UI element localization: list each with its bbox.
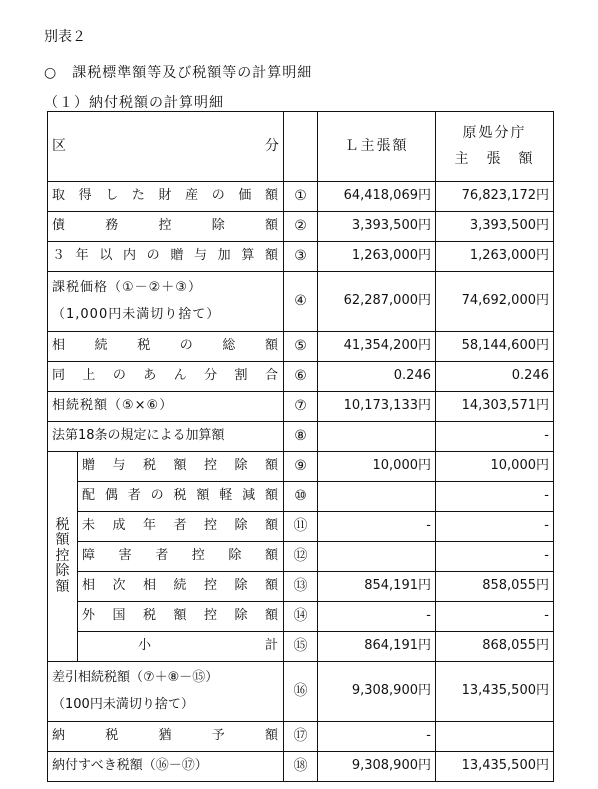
table-row xyxy=(48,542,554,572)
row-label: 同上のあん分割合 xyxy=(48,362,284,392)
header-category: 区 分 xyxy=(48,112,284,182)
row-label: 障害者控除額 xyxy=(78,542,284,572)
row-authority-value: 10,000円 xyxy=(436,452,554,482)
row-authority-value: 76,823,172円 xyxy=(436,182,554,212)
row-number: ⑱ xyxy=(284,752,318,782)
row-claimant-value: 10,173,133円 xyxy=(318,392,436,422)
row-label: 小 計 xyxy=(78,632,284,662)
row-number: ③ xyxy=(284,242,318,272)
row-claimant-value xyxy=(318,482,436,512)
row-label: 外国税額控除額 xyxy=(78,602,284,632)
row-label: 相次相続控除額 xyxy=(78,572,284,602)
row-label: 債務控除額 xyxy=(48,212,284,242)
row-number: ⑭ xyxy=(284,602,318,632)
row-claimant-value: 854,191円 xyxy=(318,572,436,602)
row-number: ⑧ xyxy=(284,422,318,452)
row-claimant-value: 62,287,000円 xyxy=(318,272,436,332)
row-authority-value: 3,393,500円 xyxy=(436,212,554,242)
table-row xyxy=(48,272,554,332)
row-label: 納税猶予額 xyxy=(48,722,284,752)
row-label: 贈与税額控除額 xyxy=(78,452,284,482)
row-claimant-value: 10,000円 xyxy=(318,452,436,482)
row-number: ⑫ xyxy=(284,542,318,572)
row-label-line2: （1,000円未満切り捨て） xyxy=(52,306,221,322)
row-authority-value: 0.246 xyxy=(436,362,554,392)
row-label-line2: （100円未満切り捨て） xyxy=(52,696,194,712)
row-number: ⑦ xyxy=(284,392,318,422)
row-authority-value: 58,144,600円 xyxy=(436,332,554,362)
row-label: 法第18条の規定による加算額 xyxy=(48,422,284,452)
row-claimant-value: 0.246 xyxy=(318,362,436,392)
tax-credit-side-text: 税額控除額 xyxy=(55,517,70,595)
row-authority-value: 13,435,500円 xyxy=(436,752,554,782)
header-authority-line1: 原処分庁 xyxy=(462,125,527,142)
row-label: 取得した財産の価額 xyxy=(48,182,284,212)
table-header-row xyxy=(48,112,554,182)
row-claimant-value: 64,418,069円 xyxy=(318,182,436,212)
row-number: ⑤ xyxy=(284,332,318,362)
table-row xyxy=(48,422,554,452)
row-authority-value: 858,055円 xyxy=(436,572,554,602)
row-number: ⑰ xyxy=(284,722,318,752)
row-number: ⑩ xyxy=(284,482,318,512)
section-heading: ○ 課税標準額等及び税額等の計算明細 xyxy=(44,65,313,81)
row-claimant-value: 41,354,200円 xyxy=(318,332,436,362)
row-authority-value: - xyxy=(436,602,554,632)
table-row xyxy=(48,662,554,722)
row-authority-value: 13,435,500円 xyxy=(436,662,554,722)
table-row xyxy=(48,482,554,512)
row-authority-value: 74,692,000円 xyxy=(436,272,554,332)
row-authority-value: 14,303,571円 xyxy=(436,392,554,422)
table-row xyxy=(48,332,554,362)
header-claimant-amount: Ｌ主張額 xyxy=(318,112,436,182)
row-label xyxy=(48,662,284,722)
row-claimant-value: - xyxy=(318,602,436,632)
row-claimant-value xyxy=(318,542,436,572)
row-number: ④ xyxy=(284,272,318,332)
row-label: 未成年者控除額 xyxy=(78,512,284,542)
table-row xyxy=(48,242,554,272)
row-number: ② xyxy=(284,212,318,242)
row-label: 配偶者の税額軽減額 xyxy=(78,482,284,512)
row-authority-value: - xyxy=(436,512,554,542)
table-row xyxy=(48,452,554,482)
row-number: ⑪ xyxy=(284,512,318,542)
row-label-line1: 差引相続税額（⑦＋⑧－⑮） xyxy=(52,670,219,686)
header-number-blank xyxy=(284,112,318,182)
row-label: ３年以内の贈与加算額 xyxy=(48,242,284,272)
row-claimant-value: - xyxy=(318,512,436,542)
table-row xyxy=(48,722,554,752)
row-label-line1: 課税価格（①－②＋③） xyxy=(52,280,202,296)
row-authority-value: 868,055円 xyxy=(436,632,554,662)
table-row xyxy=(48,572,554,602)
row-label: 相続税の総額 xyxy=(48,332,284,362)
row-number: ⑯ xyxy=(284,662,318,722)
row-label xyxy=(48,272,284,332)
row-claimant-value: 9,308,900円 xyxy=(318,662,436,722)
subsection-heading: （１）納付税額の計算明細 xyxy=(44,95,224,111)
row-claimant-value: - xyxy=(318,722,436,752)
table-row xyxy=(48,392,554,422)
header-authority-amount xyxy=(436,112,554,182)
row-authority-value: 1,263,000円 xyxy=(436,242,554,272)
page-label: 別表２ xyxy=(44,29,86,45)
table-row xyxy=(48,182,554,212)
tax-calculation-table xyxy=(47,111,554,782)
row-authority-value: - xyxy=(436,482,554,512)
row-number: ① xyxy=(284,182,318,212)
table-row xyxy=(48,602,554,632)
row-authority-value xyxy=(436,722,554,752)
row-number: ⑥ xyxy=(284,362,318,392)
row-claimant-value: 864,191円 xyxy=(318,632,436,662)
row-label: 納付すべき税額（⑯－⑰） xyxy=(48,752,284,782)
table-row xyxy=(48,512,554,542)
row-number: ⑬ xyxy=(284,572,318,602)
row-claimant-value xyxy=(318,422,436,452)
row-number: ⑨ xyxy=(284,452,318,482)
row-number: ⑮ xyxy=(284,632,318,662)
row-authority-value: - xyxy=(436,542,554,572)
row-claimant-value: 1,263,000円 xyxy=(318,242,436,272)
table-row xyxy=(48,632,554,662)
table-row xyxy=(48,752,554,782)
row-claimant-value: 3,393,500円 xyxy=(318,212,436,242)
header-authority-line2: 主 張 額 xyxy=(454,150,535,167)
table-row xyxy=(48,362,554,392)
row-label: 相続税額（⑤×⑥） xyxy=(48,392,284,422)
tax-credit-side-label xyxy=(48,452,78,662)
row-claimant-value: 9,308,900円 xyxy=(318,752,436,782)
table-row xyxy=(48,212,554,242)
row-authority-value: - xyxy=(436,422,554,452)
